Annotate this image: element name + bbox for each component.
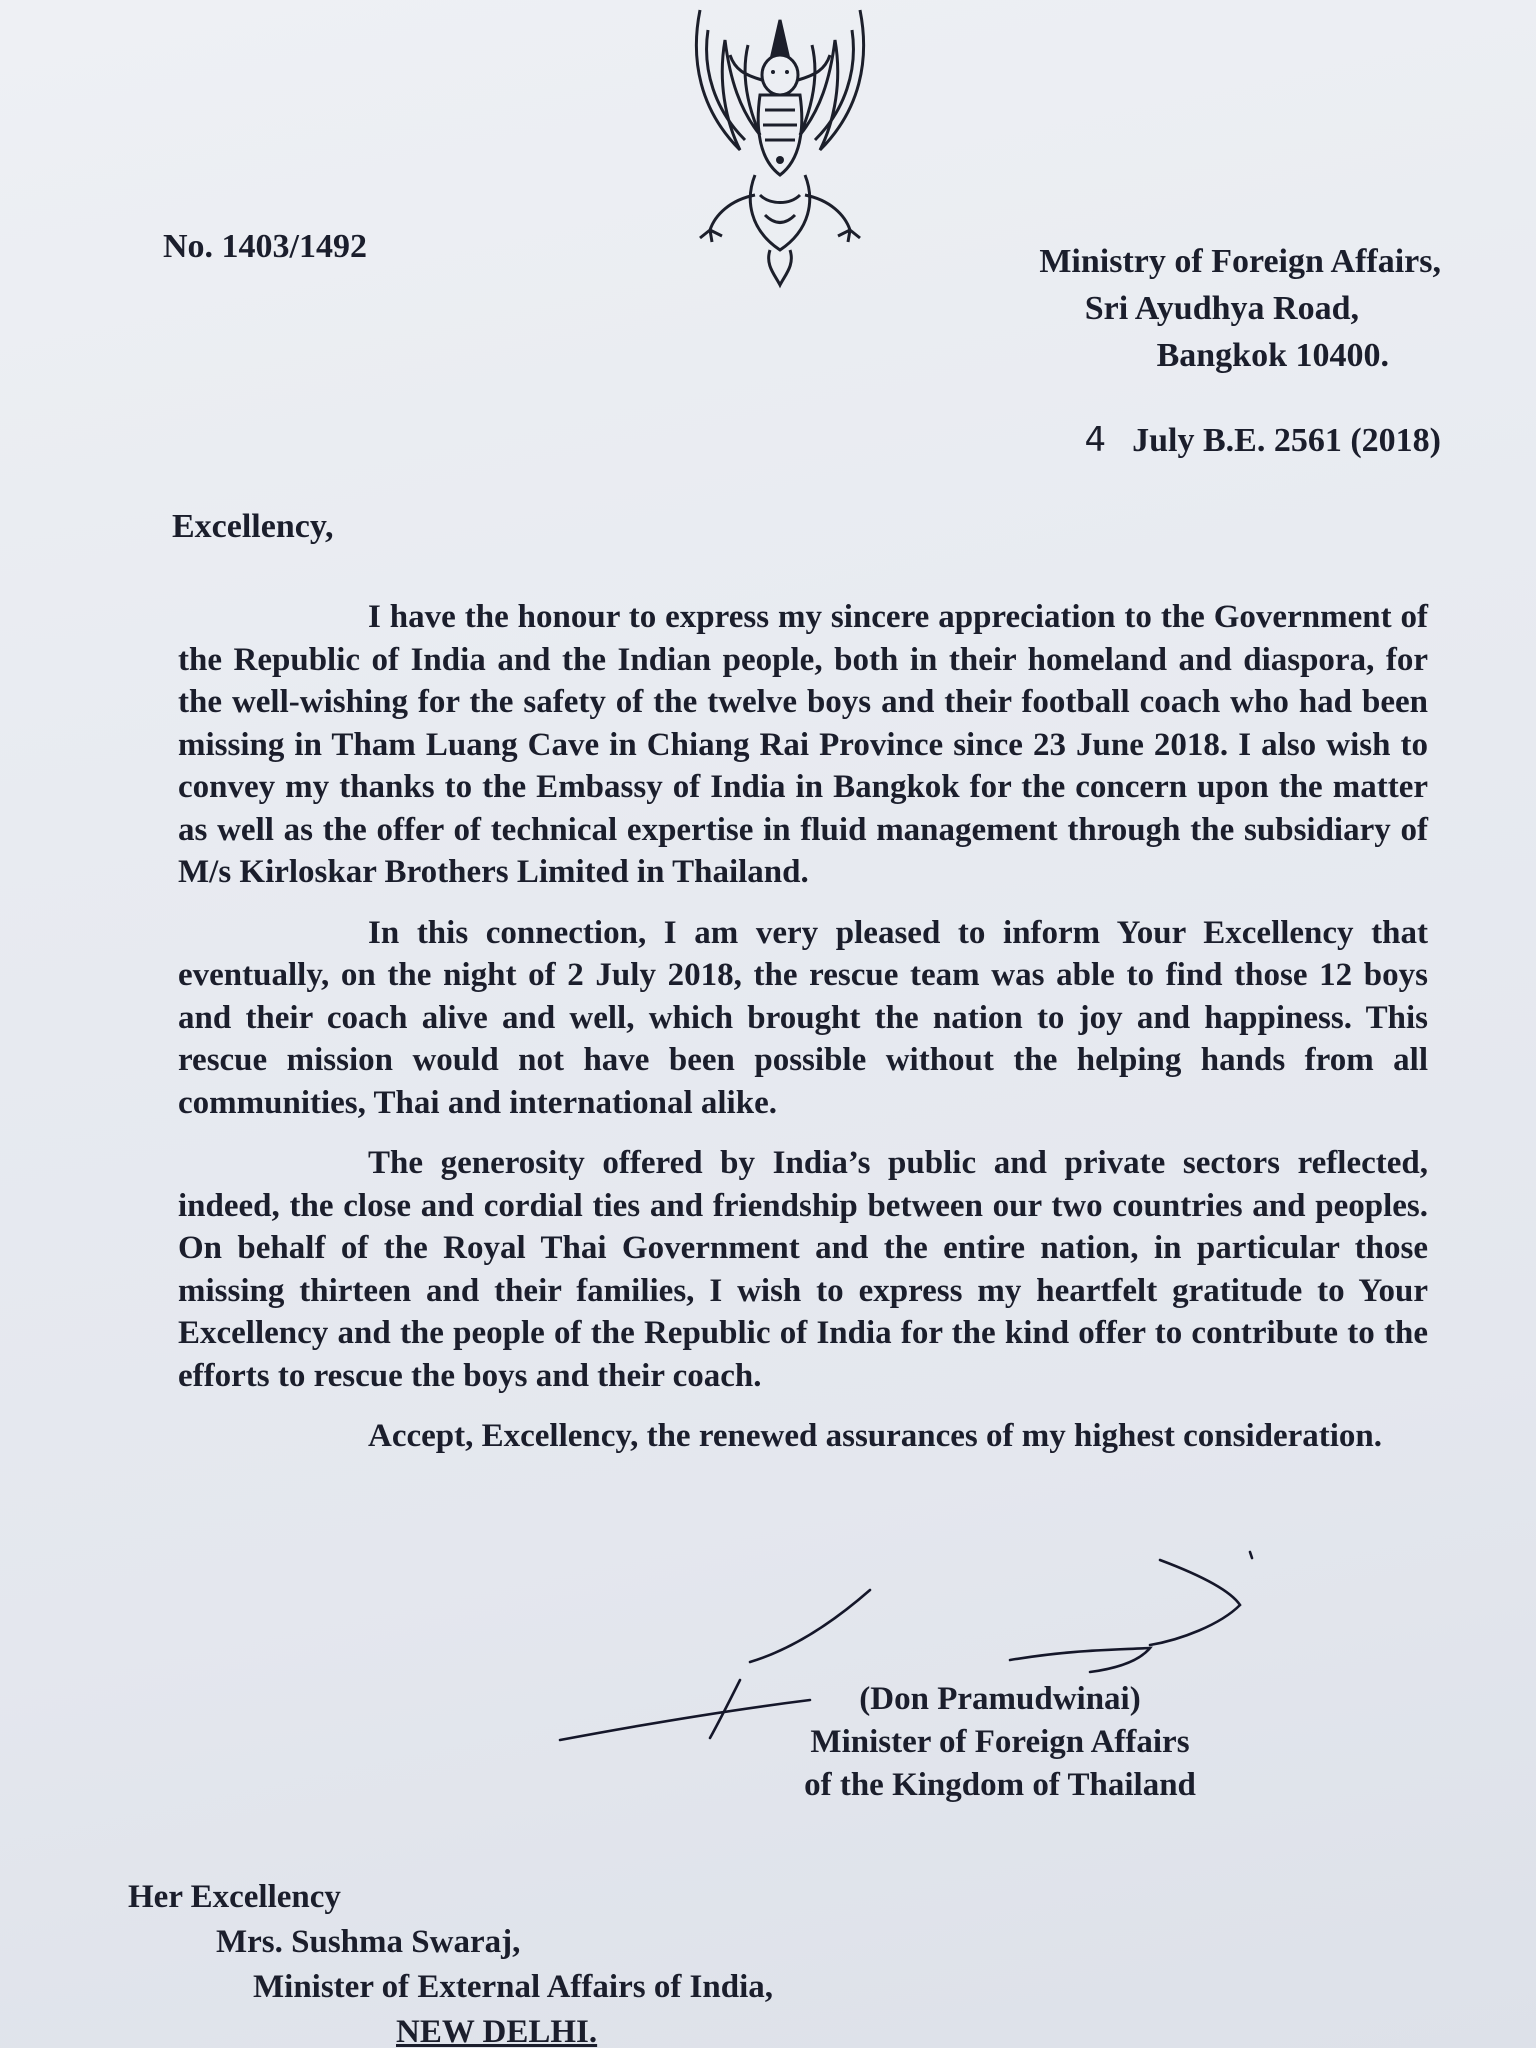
address-line-1: Ministry of Foreign Affairs, <box>1039 243 1441 280</box>
paragraph-2: In this connection, I am very pleased to inform Your Excellency that eventually, on the night of 2 July 2018, the rescue team was able to find those 12 boys and their coach alive and well, which brought the nation to joy and happiness. This rescue mission would not have been possible without the helping hands from all communities, Thai and international alike. <box>178 914 1428 1121</box>
paragraph-4: Accept, Excellency, the renewed assurances of my highest consideration. <box>368 1418 1383 1454</box>
signature-block <box>770 1678 1230 1807</box>
garuda-emblem-icon <box>630 0 930 300</box>
recipient-block <box>128 1875 773 2048</box>
letter-body <box>178 596 1428 1476</box>
date-month-year: July B.E. 2561 (2018) <box>1132 422 1441 459</box>
signatory-name: (Don Pramudwinai) <box>859 1681 1141 1717</box>
paragraph-3: The generosity offered by India’s public and private sectors reflected, indeed, the close and cordial ties and friendship between our two countries and peoples. On behalf of the Royal Thai Government and the entire nation, in particular those missing thirteen and their families, I wish to express my heartfelt gratitude to Your Excellency and the people of the Republic of India for the kind offer to contribute to the efforts to rescue the boys and their coach. <box>178 1145 1428 1394</box>
paragraph-1: I have the honour to express my sincere appreciation to the Government of the Republic of India and the Indian people, both in their homeland and diaspora, for the well-wishing for the safety of the twelve boys and their football coach who had been missing in Tham Luang Cave in Chiang Rai Province since 23 June 2018. I also wish to convey my thanks to the Embassy of India in Bangkok for the concern upon the matter as well as the offer of technical expertise in fluid management through the subsidiary of M/s Kirloskar Brothers Limited in Thailand. <box>178 599 1428 890</box>
recipient-line-4: NEW DELHI. <box>396 2014 598 2048</box>
signatory-title: Minister of Foreign Affairs <box>810 1724 1190 1760</box>
reference-number: No. 1403/1492 <box>163 228 367 265</box>
sender-address <box>921 238 1441 379</box>
recipient-line-1: Her Excellency <box>128 1879 341 1915</box>
recipient-line-2: Mrs. Sushma Swaraj, <box>216 1924 521 1960</box>
address-line-3: Bangkok 10400. <box>1156 337 1389 374</box>
salutation: Excellency, <box>172 508 334 545</box>
date-day: 4 <box>1084 420 1107 460</box>
address-line-2: Sri Ayudhya Road, <box>1084 290 1359 327</box>
letter-date <box>1085 420 1442 460</box>
recipient-line-3: Minister of External Affairs of India, <box>253 1969 774 2005</box>
signatory-country: of the Kingdom of Thailand <box>804 1767 1196 1803</box>
